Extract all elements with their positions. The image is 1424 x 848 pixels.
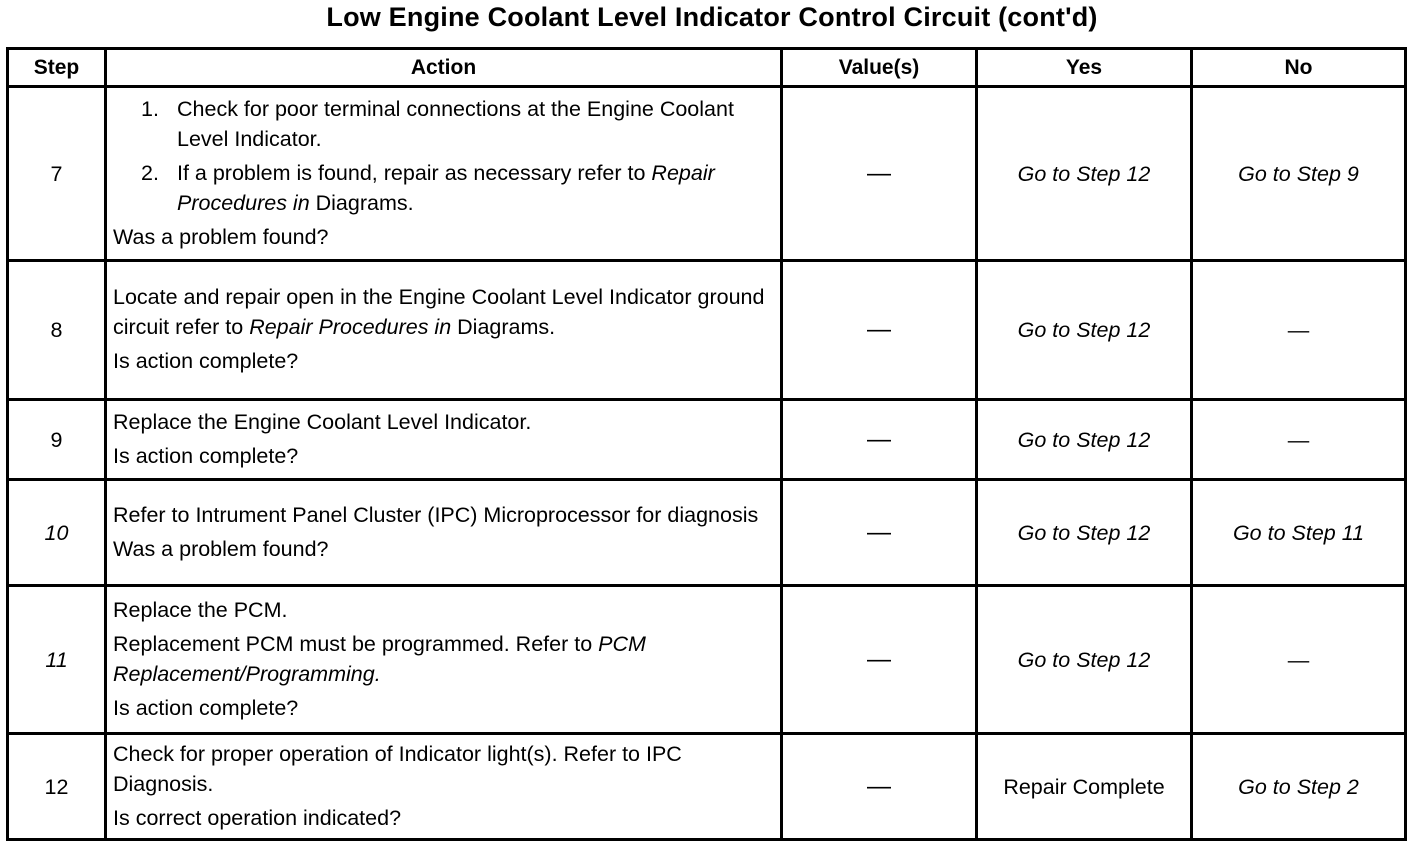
action-question: Was a problem found?	[113, 224, 329, 249]
action-cell	[106, 261, 782, 400]
table-row	[8, 586, 1406, 734]
no-cell	[1192, 87, 1406, 261]
list-item	[141, 94, 774, 154]
no-text: —	[1287, 318, 1310, 342]
item-text: If a problem is found, repair as necessary refer to	[177, 160, 652, 185]
value-cell: —	[782, 480, 977, 586]
action-question: Is action complete?	[113, 349, 299, 373]
action-cell	[106, 87, 782, 261]
value-cell: —	[782, 261, 977, 400]
action-text-italic: Repair Procedures in	[249, 315, 452, 339]
table-row	[8, 261, 1406, 400]
step-number: 10	[8, 480, 106, 586]
no-cell	[1192, 734, 1406, 840]
action-text: Replace the PCM.	[113, 597, 288, 622]
action-cell	[106, 586, 782, 734]
yes-text: Go to Step 12	[1017, 161, 1151, 186]
yes-cell	[977, 400, 1192, 480]
column-header-values: Value(s)	[782, 49, 977, 87]
action-cell	[106, 480, 782, 586]
step-number: 8	[8, 261, 106, 400]
action-text-italic: PCM Replacement/Programming.	[113, 631, 646, 686]
action-cell	[106, 400, 782, 480]
table-row	[8, 480, 1406, 586]
yes-text: Repair Complete	[1003, 774, 1165, 799]
action-text-2	[113, 629, 774, 689]
no-text: Go to Step 9	[1238, 161, 1359, 186]
no-text: Go to Step 11	[1232, 520, 1365, 545]
table-header-row	[8, 49, 1406, 87]
column-header-step: Step	[8, 49, 106, 87]
yes-cell	[977, 261, 1192, 400]
page-title: Low Engine Coolant Level Indicator Control Circuit (cont'd)	[326, 2, 1098, 32]
column-header-no: No	[1192, 49, 1406, 87]
column-header-yes: Yes	[977, 49, 1192, 87]
item-text-after: Diagrams.	[309, 190, 414, 215]
no-cell	[1192, 261, 1406, 400]
table-row	[8, 87, 1406, 261]
yes-text: Go to Step 12	[1017, 647, 1151, 672]
value-cell: —	[782, 400, 977, 480]
action-cell	[106, 734, 782, 840]
action-question: Is correct operation indicated?	[113, 805, 402, 830]
action-text: Check for proper operation of Indicator light(s). Refer to IPC Diagnosis.	[113, 741, 682, 796]
action-text: Refer to Intrument Panel Cluster (IPC) Microprocessor for diagnosis	[113, 502, 759, 527]
item-number: 1.	[141, 96, 159, 121]
diagnostic-table	[6, 47, 1407, 841]
action-text	[113, 282, 774, 342]
yes-cell	[977, 87, 1192, 261]
no-cell	[1192, 480, 1406, 586]
table-row	[8, 400, 1406, 480]
action-text-part: Replacement PCM must be programmed. Refer to	[113, 631, 599, 656]
action-text: Replace the Engine Coolant Level Indicator.	[113, 409, 532, 434]
yes-cell	[977, 586, 1192, 734]
action-text-part: Locate and repair open in the Engine Coolant Level Indicator ground circuit refer to	[113, 285, 765, 339]
item-number: 2.	[141, 160, 159, 185]
value-cell: —	[782, 734, 977, 840]
no-text: —	[1287, 647, 1310, 672]
action-question: Is action complete?	[113, 443, 299, 468]
step-number: 11	[8, 586, 106, 734]
step-number: 12	[8, 734, 106, 840]
no-cell	[1192, 586, 1406, 734]
action-text-part: Diagrams.	[451, 315, 556, 339]
step-number: 9	[8, 400, 106, 480]
value-cell: —	[782, 586, 977, 734]
yes-cell	[977, 734, 1192, 840]
list-item	[141, 158, 774, 218]
table-row	[8, 734, 1406, 840]
step-number: 7	[8, 87, 106, 261]
no-cell	[1192, 400, 1406, 480]
item-text-italic: Repair Procedures in	[177, 160, 715, 215]
column-header-action: Action	[106, 49, 782, 87]
item-text: Check for poor terminal connections at the Engine Coolant Level Indicator.	[177, 96, 734, 151]
yes-text: Go to Step 12	[1017, 520, 1151, 545]
action-question: Is action complete?	[113, 695, 299, 720]
yes-text: Go to Step 12	[1017, 427, 1151, 452]
no-text: —	[1287, 427, 1310, 452]
value-cell: —	[782, 87, 977, 261]
yes-cell	[977, 480, 1192, 586]
no-text: Go to Step 2	[1238, 774, 1359, 799]
yes-text: Go to Step 12	[1017, 318, 1151, 342]
action-question: Was a problem found?	[113, 536, 329, 561]
